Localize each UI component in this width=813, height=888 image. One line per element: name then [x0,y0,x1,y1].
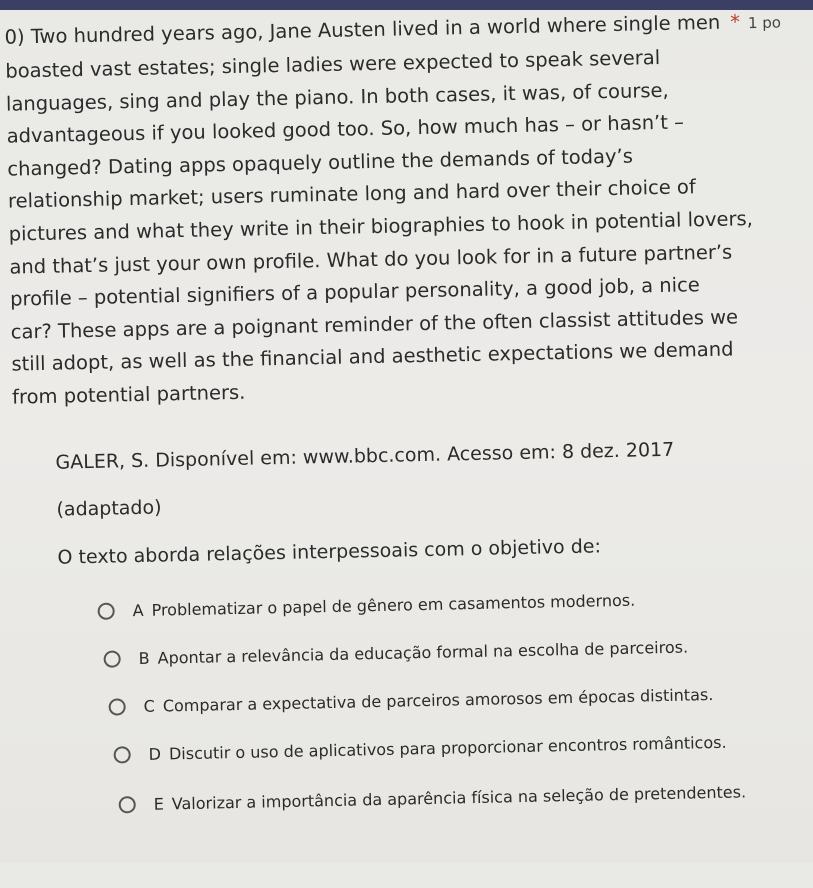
option-a[interactable] [97,591,635,621]
passage-line: advantageous if you looked good too. So, how much has – or hasn’t – [6,110,685,148]
radio-button-c[interactable] [108,698,125,715]
passage-text [5,40,757,414]
question-title: 0) Two hundred years ago, Jane Austen lived in a world where single men [4,10,721,49]
passage-line: still adopt, as well as the financial and aesthetic expectations we demand [11,337,734,376]
passage-line: changed? Dating apps opaquely outline the demands of today’s [7,144,634,181]
passage-line: boasted vast estates; single ladies were expected to speak several [5,45,661,83]
option-e[interactable] [119,782,747,814]
passage-line: languages, sing and play the piano. In both cases, it was, of course, [5,78,669,116]
source-citation: GALER, S. Disponível em: www.bbc.com. Acesso em: 8 dez. 2017 [55,438,675,474]
radio-button-e[interactable] [119,796,136,813]
question-points: 1 po [747,13,782,33]
required-asterisk: * [729,10,741,34]
option-text: Comparar a expectativa de parceiros amorosos em épocas distintas. [162,685,714,716]
passage-line: and that’s just your own profile. What do you look for in a future partner’s [9,240,733,279]
option-text: Apontar a relevância da educação formal na escolha de parceiros. [157,637,689,668]
option-letter: C [143,696,156,716]
passage-line: relationship market; users ruminate long and hard over their choice of [7,175,696,214]
source-note: (adaptado) [56,496,162,521]
question-prompt: O texto aborda relações interpessoais com o objetivo de: [57,535,602,569]
option-letter: E [153,794,165,814]
option-letter: D [148,744,162,764]
passage-line: profile – potential signifiers of a popular personality, a good job, a nice [9,273,700,311]
option-text: Problematizar o papel de gênero em casamentos modernos. [151,590,636,620]
passage-line: car? These apps are a poignant reminder of the often classist attitudes we [10,305,739,344]
radio-button-d[interactable] [113,746,130,763]
option-letter: B [138,648,150,669]
radio-button-b[interactable] [103,650,120,667]
option-c[interactable] [108,685,713,717]
option-d[interactable] [113,733,726,765]
option-letter: A [132,600,144,621]
passage-line: pictures and what they write in their biographies to hook in potential lovers, [8,207,754,246]
option-text: Discutir o uso de aplicativos para proporcionar encontros românticos. [168,732,727,764]
passage-line: from potential partners. [11,380,246,409]
option-b[interactable] [103,638,688,669]
option-text: Valorizar a importância da aparência física na seleção de pretendentes. [171,782,747,814]
radio-button-a[interactable] [97,603,114,620]
